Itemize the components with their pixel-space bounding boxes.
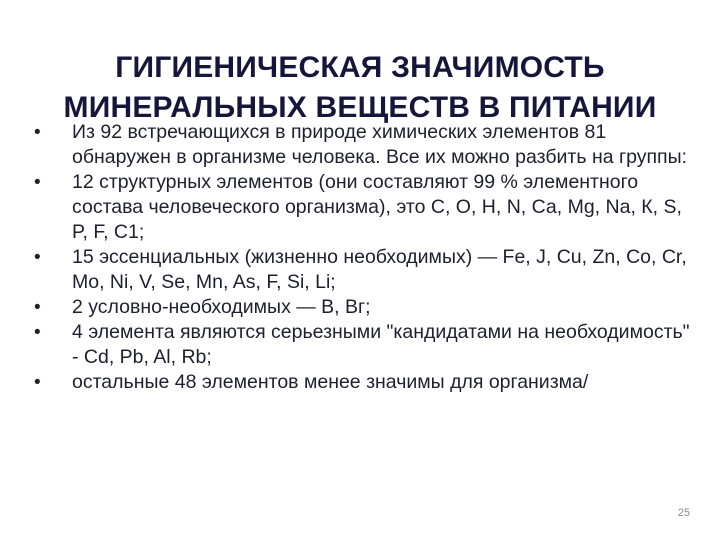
slide-title	[40, 48, 680, 128]
bullet-icon: •	[34, 372, 41, 393]
bullet-item	[30, 170, 700, 245]
bullet-list	[30, 120, 700, 395]
bullet-text: Из 92 встречающихся в природе химических элементов 81 обнаружен в организме человека. Все их можно разбить на группы:	[72, 121, 688, 168]
bullet-icon: •	[34, 247, 41, 268]
bullet-item	[30, 245, 700, 295]
bullet-icon: •	[34, 297, 41, 318]
bullet-icon: •	[34, 172, 41, 193]
bullet-text: 4 элемента являются серьезными "кандидатами на необходимость" - Cd, Pb, Al, Rb;	[72, 321, 690, 368]
bullet-text: 12 структурных элементов (они составляют 99 % элементного состава человеческого организма), это С, О, Н, N, Са, Mg, Na, К, S, P, F, С1;	[72, 171, 682, 243]
slide-title-line-1: ГИГИЕНИЧЕСКАЯ ЗНАЧИМОСТЬ	[115, 51, 605, 85]
page-number: 25	[677, 507, 690, 519]
bullet-text: 2 условно-необходимых — В, Вг;	[72, 296, 371, 318]
bullet-item	[30, 320, 700, 370]
bullet-item	[30, 370, 700, 395]
bullet-text: 15 эссенциальных (жизненно необходимых) — Fe, J, Cu, Zn, Со, Cr, Mo, Ni, V, Se, Mn, As, F, Si, Li;	[72, 246, 687, 293]
slide-title-line-2: МИНЕРАЛЬНЫХ ВЕЩЕСТВ В ПИТАНИИ	[63, 91, 657, 125]
bullet-icon: •	[34, 122, 41, 143]
bullet-item	[30, 295, 700, 320]
bullet-text: остальные 48 элементов менее значимы для организма/	[72, 371, 589, 393]
bullet-icon: •	[34, 322, 41, 343]
bullet-item	[30, 120, 700, 170]
